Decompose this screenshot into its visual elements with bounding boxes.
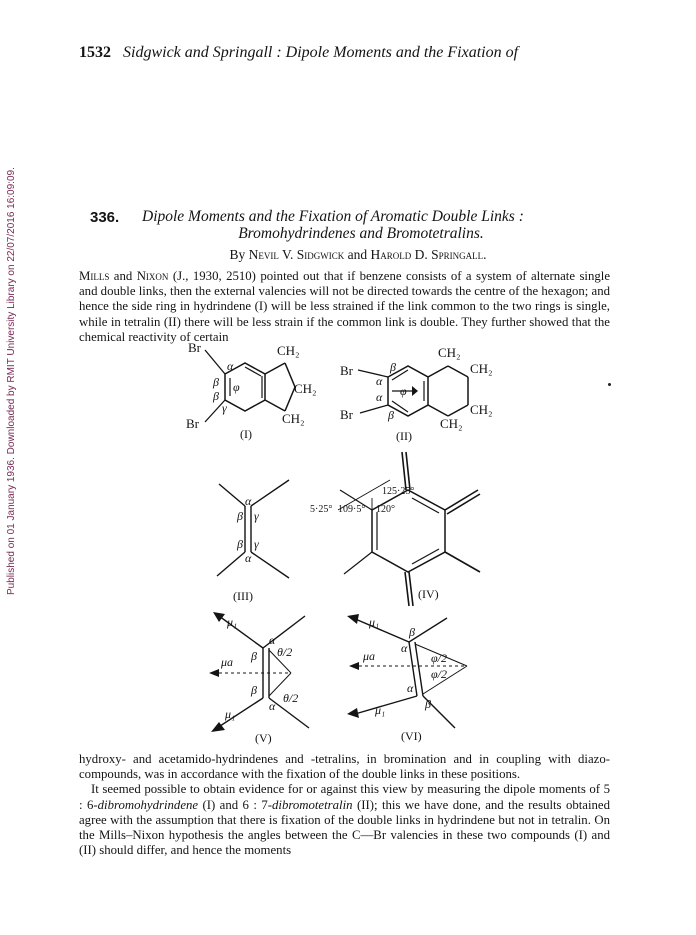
running-header [79,44,518,62]
fig6-phi-2: φ/2 [431,667,447,681]
fig5-mua: μa [221,655,234,669]
article-title-line2: Bromohydrindenes and Bromotetralins. [238,225,484,242]
p3-dibromotetralin: dibromotetralin [271,797,353,812]
paragraph-continuation-text: hydroxy- and acetamido-hydrindenes and -tetralins, in bromination and in coupling with diazo-compounds, was in accordance with the fixation of the double links in these positions. [79,752,610,782]
article-title-line1: Dipole Moments and the Fixation of Aromatic Double Links : [142,208,524,225]
fig2-phi: φ [400,384,407,398]
fig5-mu1-bot: μ₁ [225,707,236,721]
fig2-beta-2: β [388,408,394,422]
fig6-mu1-bot: μ₁ [375,703,386,717]
fig6-mu1-top: μ₁ [369,615,380,629]
fig2-ch2-4: CH₂ [440,416,463,431]
fig3-gamma-1: γ [254,509,259,523]
fig1-ch2-bot: CH₂ [282,411,305,426]
fig1-beta-2: β [213,389,219,403]
and-word-2: and [113,269,133,283]
fig1-alpha: α [227,359,234,373]
fig2-alpha-2: α [376,390,383,404]
fig2-br-top: Br [340,363,353,378]
fig6-label: (VI) [401,729,422,743]
name-mills: Mills [79,269,110,283]
fig2-label: (II) [396,429,412,443]
author-2: Harold D. Springall. [370,247,487,262]
fig5-alpha-2: α [269,699,276,713]
fig3-alpha-1: α [245,494,252,508]
figure-v [205,606,325,746]
page-number: 1532 [79,44,111,61]
stray-dot [608,383,611,386]
fig2-alpha-1: α [376,374,383,388]
fig5-mu1-top: μ₁ [227,615,238,629]
fig5-label: (V) [255,731,272,745]
paragraph-continuation [79,752,610,858]
p3-part-e: (II); this we have done, and the results obtained agree with the assumption that there is fixation of the double links in hydrindene but not in tetralin. On the Mills–Nixon hypothesis the angles between the C—Br valencies in these two compounds (I) and (II) should differ, and hence the moments [79,797,611,858]
and-word: and [347,247,368,262]
name-nixon: Nixon [136,269,169,283]
fig3-beta-2: β [237,537,243,551]
download-watermark: Published on 01 January 1936. Downloaded by RMIT University Library on 22/07/2016 16:09:09. [6,167,17,595]
p3-part-a: It seemed possible to obtain evidence for or against this view by measuring the dipole moments of 5 : 6- [79,782,610,812]
fig6-phi-1: φ/2 [431,651,447,665]
fig2-br-bottom: Br [340,407,353,422]
fig1-label: (I) [240,427,252,441]
paragraph-intro-text: (J., 1930, 2510) pointed out that if benzene consists of a system of alternate single and double links, then the external valencies will not be directed towards the centre of the hexagon; and hence the side ring in hydrindene (I) will be less strained if the link common to the two rings is single, while in tetralin (II) there will be less strain if the common link is double. They further showed that the chemical reactivity of certain [79,269,611,344]
fig6-beta-2: β [425,697,431,711]
fig1-ch2-mid: CH₂ [294,381,317,396]
author-1: Nevil V. Sidgwick [248,247,345,262]
by-word: By [229,247,246,262]
fig1-phi: φ [233,380,240,394]
fig2-ch2-1: CH₂ [438,345,461,360]
fig4-angle-109: 109·5° [338,504,366,515]
fig1-beta-1: β [213,375,219,389]
fig4-angle-5: 5·25° [310,504,333,515]
fig6-alpha-1: α [401,641,408,655]
article-number: 336. [90,209,120,226]
fig2-ch2-3: CH₂ [470,402,493,417]
fig3-gamma-2: γ [254,537,259,551]
fig2-ch2-2: CH₂ [470,361,493,376]
paragraph-intro [79,269,610,345]
figure-ii-tetralin [336,343,526,443]
figure-i-hydrindene [182,338,342,443]
running-title: Sidgwick and Springall : Dipole Moments and the Fixation of [123,44,519,61]
fig4-label: (IV) [418,587,439,601]
fig6-alpha-2: α [407,681,414,695]
fig1-ch2-top: CH₂ [277,343,300,358]
fig4-angle-120: 120° [376,504,395,515]
figure-iii [205,474,315,604]
fig3-label: (III) [233,589,253,603]
p3-part-c: (I) and 6 : 7- [198,797,272,812]
figure-iv [310,448,490,608]
figure-vi [345,604,485,746]
fig5-beta-2: β [251,683,257,697]
fig4-angle-125: 125·25° [382,486,415,497]
fig2-beta-1: β [390,360,396,374]
fig6-beta-1: β [409,625,415,639]
p3-dibromohydrindene: dibromohydrindene [97,797,199,812]
fig1-br-top: Br [188,340,201,355]
fig3-alpha-2: α [245,551,252,565]
fig1-gamma: γ [222,401,227,415]
fig5-theta-2: θ/2 [283,691,299,705]
fig5-alpha-1: α [269,633,276,647]
fig6-mua: μa [363,649,376,663]
author-line [0,247,696,263]
fig5-beta-1: β [251,649,257,663]
fig3-beta-1: β [237,509,243,523]
fig1-br-bottom: Br [186,416,199,431]
fig5-theta-1: θ/2 [277,645,293,659]
